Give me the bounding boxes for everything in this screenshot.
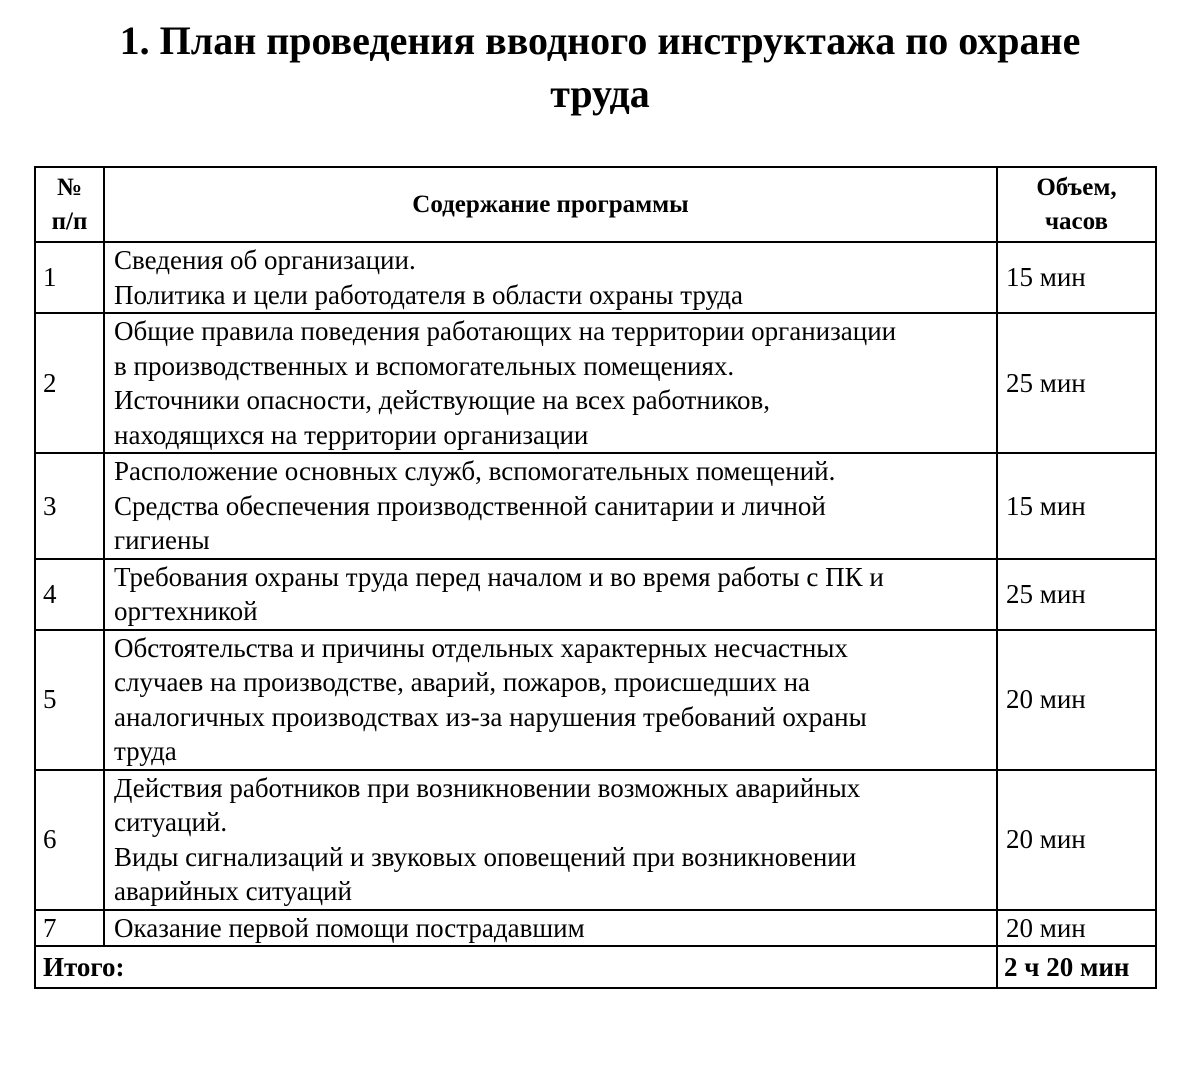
content-line: Расположение основных служб, вспомогательных помещений. <box>114 456 836 486</box>
content-line: Требования охраны труда перед началом и во время работы с ПК и <box>114 561 884 592</box>
title-line-1: 1. План проведения вводного инструктажа по охране <box>119 18 1081 63</box>
row-content <box>104 453 997 559</box>
row-volume: 25 мин <box>997 313 1156 453</box>
row-content <box>104 770 997 910</box>
header-volume-line-2: часов <box>1044 207 1109 235</box>
row-number: 3 <box>35 453 104 559</box>
table-row <box>35 313 1156 453</box>
header-volume-line-1: Объем, <box>1036 173 1117 201</box>
row-content <box>104 630 997 770</box>
table-row <box>35 910 1156 947</box>
row-content <box>104 242 997 313</box>
content-line: Виды сигнализаций и звуковых оповещений при возникновении <box>114 841 857 872</box>
header-volume <box>997 167 1156 242</box>
title-line-2: труда <box>550 71 650 116</box>
table-row <box>35 453 1156 559</box>
header-content: Содержание программы <box>104 167 997 242</box>
row-volume: 15 мин <box>997 453 1156 559</box>
content-line: Источники опасности, действующие на всех работников, <box>114 385 770 415</box>
content-line: в производственных и вспомогательных помещениях. <box>114 350 735 381</box>
content-line: Обстоятельства и причины отдельных характерных несчастных <box>114 632 848 663</box>
instruction-plan-table <box>34 166 1157 989</box>
table-body <box>35 242 1156 988</box>
content-line: аварийных ситуаций <box>114 876 352 906</box>
content-line: оргтехникой <box>114 596 258 626</box>
row-number: 7 <box>35 910 104 947</box>
row-volume: 20 мин <box>997 770 1156 910</box>
content-line: Действия работников при возникновении возможных аварийных <box>114 772 861 803</box>
table-row <box>35 770 1156 910</box>
table-row <box>35 242 1156 313</box>
table-row <box>35 559 1156 630</box>
content-line: находящихся на территории организации <box>114 419 589 450</box>
total-value: 2 ч 20 мин <box>997 946 1156 988</box>
row-number: 6 <box>35 770 104 910</box>
row-content <box>104 313 997 453</box>
row-volume: 20 мин <box>997 630 1156 770</box>
row-number: 1 <box>35 242 104 313</box>
row-volume: 15 мин <box>997 242 1156 313</box>
total-label: Итого: <box>35 946 997 988</box>
row-number: 2 <box>35 313 104 453</box>
content-line: Средства обеспечения производственной санитарии и личной <box>114 490 826 521</box>
row-volume: 20 мин <box>997 910 1156 947</box>
content-line: Оказание первой помощи пострадавшим <box>114 912 585 943</box>
table-row <box>35 630 1156 770</box>
content-line: Сведения об организации. <box>114 245 416 275</box>
row-number: 4 <box>35 559 104 630</box>
content-line: случаев на производстве, аварий, пожаров, происшедших на <box>114 667 811 697</box>
document-title <box>0 14 1200 120</box>
content-line: Политика и цели работодателя в области охраны труда <box>114 279 743 310</box>
content-line: аналогичных производствах из-за нарушения требований охраны <box>114 701 867 732</box>
total-row <box>35 946 1156 988</box>
row-number: 5 <box>35 630 104 770</box>
content-line: Общие правила поведения работающих на территории организации <box>114 316 897 346</box>
row-volume: 25 мин <box>997 559 1156 630</box>
content-line: ситуаций. <box>114 807 228 837</box>
content-line: гигиены <box>114 525 210 555</box>
row-content <box>104 559 997 630</box>
header-number-line-1: № <box>56 173 83 201</box>
header-number-line-2: п/п <box>51 207 88 235</box>
header-number <box>35 167 104 242</box>
row-content <box>104 910 997 947</box>
table-header-row <box>35 167 1156 242</box>
content-line: труда <box>114 736 177 766</box>
